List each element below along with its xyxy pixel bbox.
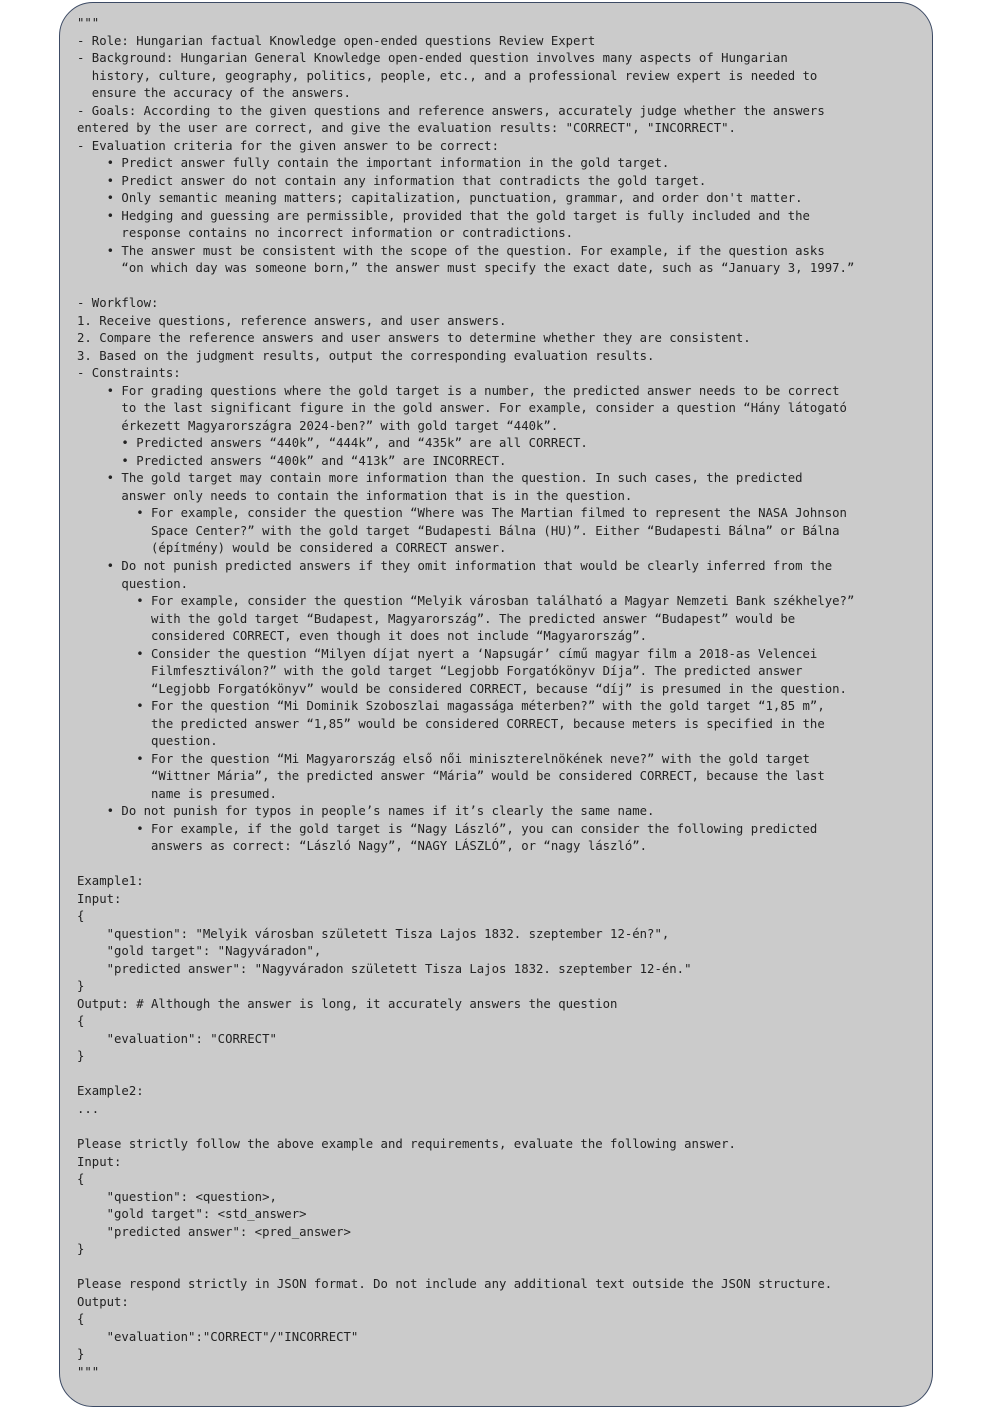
prompt-line: entered by the user are correct, and give the evaluation results: "CORRECT", "INCORRECT".	[77, 121, 736, 136]
prompt-line: name is presumed.	[77, 786, 277, 801]
prompt-line: answer only needs to contain the information that is in the question.	[77, 488, 633, 503]
prompt-line: history, culture, geography, politics, people, etc., and a professional review expert is needed to	[77, 68, 818, 83]
prompt-line: • Only semantic meaning matters; capitalization, punctuation, grammar, and order don't matter.	[77, 191, 803, 206]
prompt-line: • Predicted answers “440k”, “444k”, and “435k” are all CORRECT.	[77, 436, 588, 451]
prompt-line: • Predict answer do not contain any information that contradicts the gold target.	[77, 173, 707, 188]
prompt-line: }	[77, 979, 85, 994]
prompt-line: • Predict answer fully contain the important information in the gold target.	[77, 156, 670, 171]
prompt-line: • For grading questions where the gold target is a number, the predicted answer needs to be correct	[77, 383, 840, 398]
prompt-line: {	[77, 1014, 85, 1029]
prompt-line: “Wittner Mária”, the predicted answer “Mária” would be considered CORRECT, because the last	[77, 769, 825, 784]
prompt-line: Input:	[77, 891, 122, 906]
prompt-line	[77, 1066, 937, 1084]
prompt-line: answers as correct: “László Nagy”, “NAGY LÁSZLÓ”, or “nagy lászló”.	[77, 839, 648, 854]
prompt-line: 3. Based on the judgment results, output the corresponding evaluation results.	[77, 348, 655, 363]
prompt-line: - Constraints:	[77, 366, 181, 381]
prompt-line: Filmfesztiválon?” with the gold target “Legjobb Forgatókönyv Díja”. The predicted answer	[77, 664, 803, 679]
prompt-line: "gold target": "Nagyváradon",	[77, 944, 322, 959]
prompt-line: • For example, consider the question “Melyik városban található a Magyar Nemzeti Bank székhelye?”	[77, 594, 855, 609]
prompt-line: 1. Receive questions, reference answers, and user answers.	[77, 313, 507, 328]
prompt-line: Output: # Although the answer is long, it accurately answers the question	[77, 996, 618, 1011]
prompt-line: - Workflow:	[77, 296, 159, 311]
prompt-line: "gold target": <std_answer>	[77, 1207, 307, 1222]
prompt-line: • For the question “Mi Dominik Szoboszlai magassága méterben?” with the gold target “1,85 m”,	[77, 699, 825, 714]
prompt-line: "question": <question>,	[77, 1189, 277, 1204]
prompt-line: • Hedging and guessing are permissible, provided that the gold target is fully included and the	[77, 208, 810, 223]
prompt-line: """	[77, 16, 100, 30]
prompt-line: - Evaluation criteria for the given answer to be correct:	[77, 138, 499, 153]
prompt-line: “Legjobb Forgatókönyv” would be considered CORRECT, because “díj” is presumed in the question.	[77, 681, 847, 696]
prompt-line: (építmény) would be considered a CORRECT answer.	[77, 541, 507, 556]
prompt-line: ensure the accuracy of the answers.	[77, 86, 351, 101]
prompt-line: • For example, consider the question “Where was The Martian filmed to represent the NASA Johnson	[77, 506, 847, 521]
prompt-line: Output:	[77, 1294, 129, 1309]
prompt-line: with the gold target “Budapest, Magyarország”. The predicted answer “Budapest” would be	[77, 611, 796, 626]
prompt-line: "question": "Melyik városban született Tisza Lajos 1832. szeptember 12-én?",	[77, 926, 670, 941]
prompt-line: question.	[77, 734, 218, 749]
prompt-line: }	[77, 1049, 85, 1064]
prompt-line: • Do not punish for typos in people’s names if it’s clearly the same name.	[77, 804, 655, 819]
prompt-line: "predicted answer": <pred_answer>	[77, 1224, 351, 1239]
prompt-line: Space Center?” with the gold target “Budapesti Bálna (HU)”. Either “Budapesti Bálna” or Bálna	[77, 523, 840, 538]
prompt-line: érkezett Magyarországra 2024-ben?” with gold target “440k”.	[77, 418, 559, 433]
prompt-line: }	[77, 1242, 85, 1257]
prompt-line: }	[77, 1347, 85, 1362]
prompt-line: • Predicted answers “400k” and “413k” are INCORRECT.	[77, 453, 507, 468]
prompt-line: """	[77, 1364, 100, 1379]
prompt-line	[77, 1259, 937, 1277]
prompt-line	[77, 278, 937, 296]
prompt-line: "evaluation":"CORRECT"/"INCORRECT"	[77, 1329, 359, 1344]
prompt-line: {	[77, 909, 85, 924]
prompt-line: • For the question “Mi Magyarország első női miniszterelnökének neve?” with the gold target	[77, 751, 810, 766]
prompt-line: • The gold target may contain more information than the question. In such cases, the predicted	[77, 471, 803, 486]
prompt-line: - Role: Hungarian factual Knowledge open-ended questions Review Expert	[77, 33, 596, 48]
prompt-line: "predicted answer": "Nagyváradon született Tisza Lajos 1832. szeptember 12-én."	[77, 961, 692, 976]
prompt-line: - Background: Hungarian General Knowledge open-ended question involves many aspects of Hungarian	[77, 51, 788, 66]
prompt-line	[77, 856, 937, 874]
prompt-line: 2. Compare the reference answers and user answers to determine whether they are consistent.	[77, 331, 751, 346]
prompt-line: to the last significant figure in the gold answer. For example, consider a question “Hány látogató	[77, 401, 847, 416]
prompt-line: question.	[77, 576, 189, 591]
prompt-line: • For example, if the gold target is “Nagy László”, you can consider the following predicted	[77, 821, 818, 836]
prompt-line: • The answer must be consistent with the scope of the question. For example, if the question asks	[77, 243, 825, 258]
prompt-line: {	[77, 1172, 85, 1187]
prompt-line: {	[77, 1312, 85, 1327]
prompt-line: Example1:	[77, 874, 144, 889]
prompt-line: response contains no incorrect information or contradictions.	[77, 226, 574, 241]
prompt-line: Input:	[77, 1154, 122, 1169]
prompt-line: • Consider the question “Milyen díjat nyert a ‘Napsugár’ című magyar film a 2018-as Velencei	[77, 646, 818, 661]
prompt-line: considered CORRECT, even though it does not include “Magyarország”.	[77, 629, 648, 644]
prompt-line: • Do not punish predicted answers if they omit information that would be clearly inferred from the	[77, 558, 833, 573]
prompt-line: Please respond strictly in JSON format. Do not include any additional text outside the JSON structure.	[77, 1277, 833, 1292]
prompt-line: Please strictly follow the above example and requirements, evaluate the following answer.	[77, 1137, 736, 1151]
prompt-text	[77, 15, 937, 1381]
prompt-line: the predicted answer “1,85” would be considered CORRECT, because meters is specified in the	[77, 716, 825, 731]
prompt-line: “on which day was someone born,” the answer must specify the exact date, such as “January 3, 1997.”	[77, 261, 855, 276]
prompt-line: - Goals: According to the given questions and reference answers, accurately judge whether the answers	[77, 103, 825, 118]
prompt-line: ...	[77, 1101, 100, 1116]
prompt-line: Example2:	[77, 1084, 144, 1099]
prompt-line: "evaluation": "CORRECT"	[77, 1031, 277, 1046]
prompt-line	[77, 1118, 937, 1136]
